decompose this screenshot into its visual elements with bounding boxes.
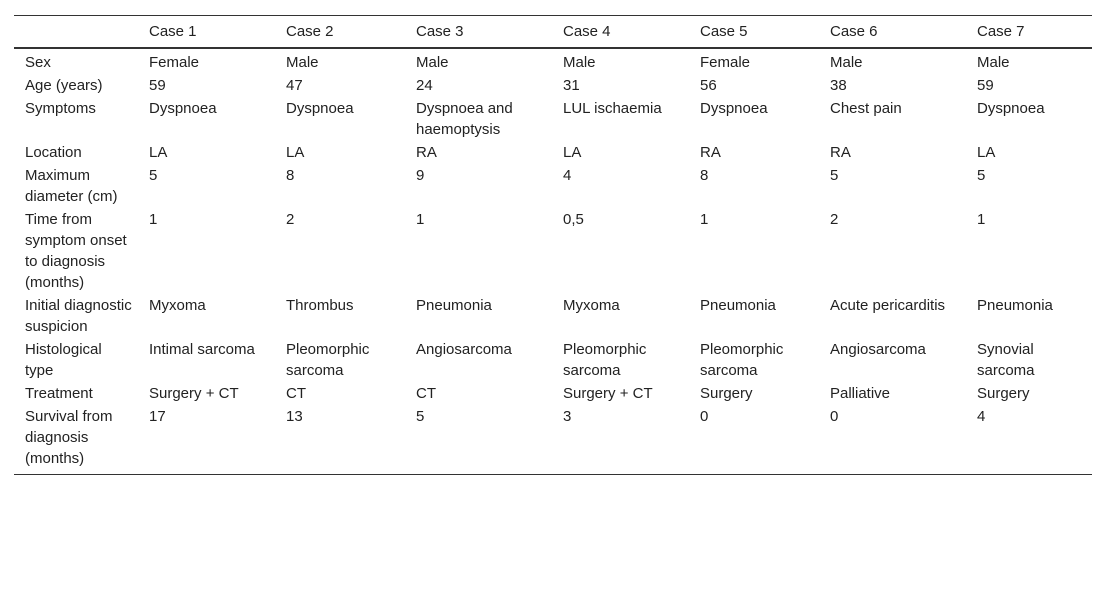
cell-case-3: RA	[416, 144, 437, 161]
cell-case-4: LUL ischaemia	[563, 100, 662, 117]
table-row	[14, 382, 1092, 405]
cell-case-5: 1	[700, 211, 709, 228]
cell-case-2: LA	[286, 144, 305, 161]
cell-case-7: Dyspnoea	[977, 100, 1045, 117]
table-row	[14, 294, 1092, 338]
cell-case-1: 5	[149, 167, 158, 184]
cell-case-5: Female	[700, 54, 751, 71]
cell-case-1: 59	[149, 77, 166, 94]
cell-case-2: Dyspnoea	[286, 100, 354, 117]
cell-case-5: 8	[700, 167, 709, 184]
cell-case-3: Angiosarcoma	[416, 341, 512, 358]
cell-case-6: Chest pain	[830, 100, 902, 117]
row-label-cell: Initial diagnostic suspicion	[25, 297, 132, 335]
cell-case-4: Myxoma	[563, 297, 620, 314]
cell-case-6: Acute pericarditis	[830, 297, 946, 314]
header-cell-case-2: Case 2	[286, 23, 334, 40]
row-label-cell: Survival from diagnosis (months)	[25, 408, 113, 467]
table-row	[14, 97, 1092, 141]
table-row	[14, 164, 1092, 208]
row-label-cell: Location	[25, 144, 82, 161]
row-label-cell: Symptoms	[25, 100, 96, 117]
cell-case-2: 47	[286, 77, 303, 94]
cell-case-5: Surgery	[700, 385, 753, 402]
cell-case-1: Myxoma	[149, 297, 206, 314]
cell-case-5: Pleomorphic sarcoma	[700, 341, 784, 379]
header-cell-case-5: Case 5	[700, 23, 748, 40]
row-label-cell: Maximum diameter (cm)	[25, 167, 118, 205]
cell-case-7: Synovial sarcoma	[977, 341, 1035, 379]
row-label-cell: Sex	[25, 54, 51, 71]
cell-case-2: 2	[286, 211, 295, 228]
cell-case-5: Pneumonia	[700, 297, 776, 314]
table-row	[14, 338, 1092, 382]
cell-case-7: 1	[977, 211, 986, 228]
cell-case-4: 31	[563, 77, 580, 94]
cell-case-2: 8	[286, 167, 295, 184]
cell-case-3: 5	[416, 408, 425, 425]
cell-case-5: Dyspnoea	[700, 100, 768, 117]
table-row	[14, 74, 1092, 97]
cell-case-1: Surgery + CT	[149, 385, 239, 402]
cell-case-4: 0,5	[563, 211, 584, 228]
cell-case-5: 56	[700, 77, 717, 94]
table-row	[14, 208, 1092, 294]
cell-case-6: 5	[830, 167, 839, 184]
cell-case-5: 0	[700, 408, 709, 425]
header-cell-empty	[14, 16, 138, 49]
cell-case-3: Dyspnoea and haemoptysis	[416, 100, 513, 138]
cell-case-1: Female	[149, 54, 200, 71]
case-table	[14, 15, 1092, 475]
table-row	[14, 141, 1092, 164]
cell-case-5: RA	[700, 144, 721, 161]
cell-case-6: Male	[830, 54, 863, 71]
cell-case-7: LA	[977, 144, 996, 161]
cell-case-7: 4	[977, 408, 986, 425]
header-cell-case-1: Case 1	[149, 23, 197, 40]
header-row	[14, 16, 1092, 49]
cell-case-6: RA	[830, 144, 851, 161]
header-cell-case-3: Case 3	[416, 23, 464, 40]
table-body	[14, 48, 1092, 475]
table-container	[14, 15, 1092, 475]
cell-case-7: 5	[977, 167, 986, 184]
row-label-cell: Age (years)	[25, 77, 103, 94]
cell-case-2: Male	[286, 54, 319, 71]
table-row	[14, 48, 1092, 74]
cell-case-6: 38	[830, 77, 847, 94]
cell-case-1: 1	[149, 211, 158, 228]
cell-case-3: 9	[416, 167, 425, 184]
cell-case-3: Male	[416, 54, 449, 71]
cell-case-1: 17	[149, 408, 166, 425]
cell-case-7: Pneumonia	[977, 297, 1053, 314]
cell-case-4: Male	[563, 54, 596, 71]
header-cell-case-6: Case 6	[830, 23, 878, 40]
header-cell-case-4: Case 4	[563, 23, 611, 40]
cell-case-3: CT	[416, 385, 436, 402]
cell-case-4: LA	[563, 144, 582, 161]
cell-case-6: 0	[830, 408, 839, 425]
cell-case-6: Palliative	[830, 385, 891, 402]
cell-case-3: 1	[416, 211, 425, 228]
table-row	[14, 405, 1092, 475]
cell-case-7: Male	[977, 54, 1010, 71]
row-label-cell: Time from symptom onset to diagnosis (months)	[25, 211, 127, 291]
cell-case-3: 24	[416, 77, 433, 94]
cell-case-4: 3	[563, 408, 572, 425]
cell-case-6: Angiosarcoma	[830, 341, 926, 358]
cell-case-6: 2	[830, 211, 839, 228]
cell-case-1: LA	[149, 144, 168, 161]
cell-case-4: Pleomorphic sarcoma	[563, 341, 647, 379]
cell-case-2: 13	[286, 408, 303, 425]
cell-case-4: 4	[563, 167, 572, 184]
cell-case-2: Pleomorphic sarcoma	[286, 341, 370, 379]
header-cell-case-7: Case 7	[977, 23, 1025, 40]
cell-case-1: Dyspnoea	[149, 100, 217, 117]
cell-case-7: 59	[977, 77, 994, 94]
row-label-cell: Treatment	[25, 385, 93, 402]
row-label-cell: Histological type	[25, 341, 102, 379]
cell-case-4: Surgery + CT	[563, 385, 653, 402]
cell-case-1: Intimal sarcoma	[149, 341, 255, 358]
cell-case-2: Thrombus	[286, 297, 354, 314]
table-header	[14, 16, 1092, 49]
cell-case-2: CT	[286, 385, 306, 402]
cell-case-3: Pneumonia	[416, 297, 492, 314]
cell-case-7: Surgery	[977, 385, 1030, 402]
